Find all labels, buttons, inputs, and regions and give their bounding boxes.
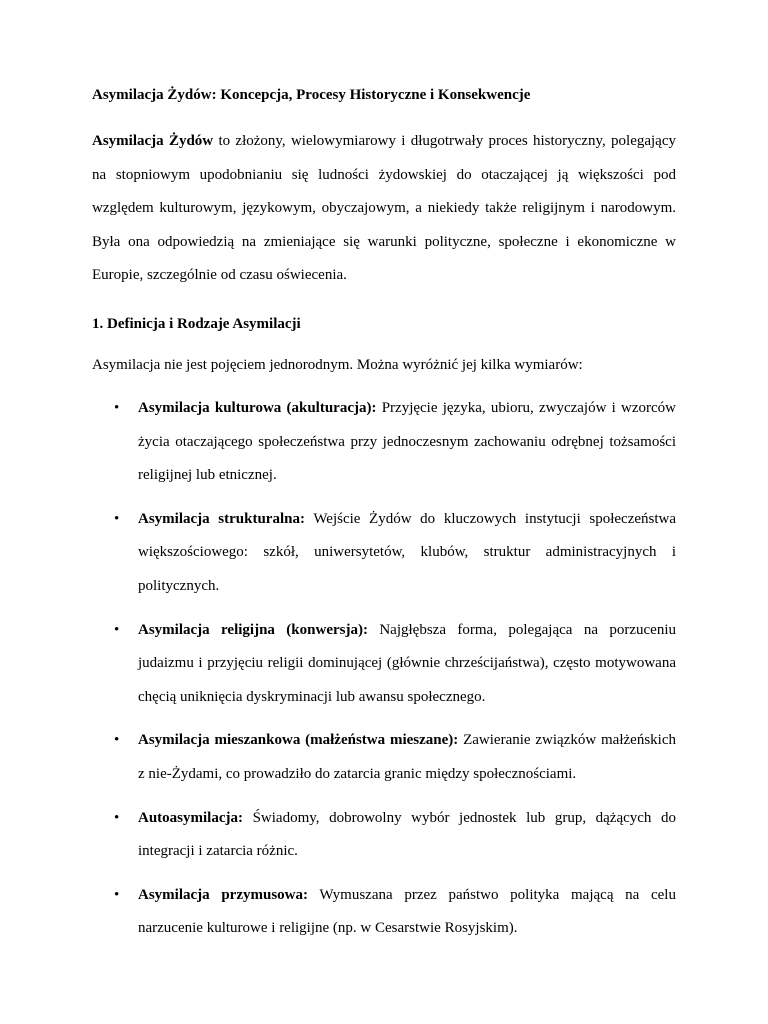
list-item-term: Autoasymilacja:: [138, 809, 243, 826]
intro-text: to złożony, wielowymiarowy i długotrwały proces historyczny, polegający na stopniowym upodobnianiu się ludności żydowskiej do otaczającej ją większości pod względem kulturowym, językowym, obyczajowym, a niekiedy także religijnym i narodowym. Była ona odpowiedzią na zmieniające się warunki polityczne, społeczne i ekonomiczne w Europie, szczególnie od czasu oświecenia.: [92, 133, 676, 284]
bullet-icon: •: [114, 621, 120, 638]
list-item-text: Wymuszana przez państwo polityka mającą na celu narzucenie kulturowe i religijne (np. w Cesarstwie Rosyjskim).: [138, 886, 676, 937]
intro-paragraph: [92, 125, 676, 293]
list-item-term: Asymilacja kulturowa (akulturacja):: [138, 399, 377, 416]
list-item-text: Najgłębsza forma, polegająca na porzuceniu judaizmu i przyjęciu religii dominującej (głównie chrześcijaństwa), często motywowana chęcią uniknięcia dyskryminacji lub awansu społecznego.: [138, 621, 677, 705]
bullet-icon: •: [114, 809, 120, 826]
list-item: [92, 879, 676, 946]
list-item: [92, 503, 676, 604]
section-heading: 1. Definicja i Rodzaje Asymilacji: [92, 315, 301, 332]
list-item-text: Przyjęcie języka, ubioru, zwyczajów i wzorców życia otaczającego społeczeństwa przy jednoczesnym zachowaniu odrębnej tożsamości religijnej lub etnicznej.: [138, 399, 676, 484]
list-item: [92, 724, 676, 791]
bullet-icon: •: [114, 886, 120, 903]
list-item-term: Asymilacja strukturalna:: [138, 510, 305, 527]
list-item: [92, 802, 676, 869]
bullet-icon: •: [114, 510, 120, 527]
bullet-icon: •: [114, 399, 120, 416]
intro-term: Asymilacja Żydów: [92, 133, 214, 149]
assimilation-types-list: [92, 392, 676, 946]
document-title: Asymilacja Żydów: Koncepcja, Procesy Historyczne i Konsekwencje: [92, 87, 531, 103]
list-item-text: Zawieranie związków małżeńskich z nie-Żydami, co prowadziło do zatarcia granic między społecznościami.: [138, 732, 676, 782]
list-item: [92, 392, 676, 493]
list-item-term: Asymilacja mieszankowa (małżeństwa mieszane):: [138, 732, 459, 749]
list-item: [92, 614, 676, 715]
list-item-term: Asymilacja przymusowa:: [138, 886, 308, 903]
list-item-text: Świadomy, dobrowolny wybór jednostek lub grup, dążących do integracji i zatarcia różnic.: [138, 809, 676, 860]
bullet-icon: •: [114, 732, 120, 749]
section-intro: Asymilacja nie jest pojęciem jednorodnym. Można wyróżnić jej kilka wymiarów:: [92, 356, 583, 373]
list-item-text: Wejście Żydów do kluczowych instytucji społeczeństwa większościowego: szkół, uniwersytetów, klubów, struktur administracyjnych i politycznych.: [138, 510, 677, 594]
list-item-term: Asymilacja religijna (konwersja):: [138, 621, 368, 638]
